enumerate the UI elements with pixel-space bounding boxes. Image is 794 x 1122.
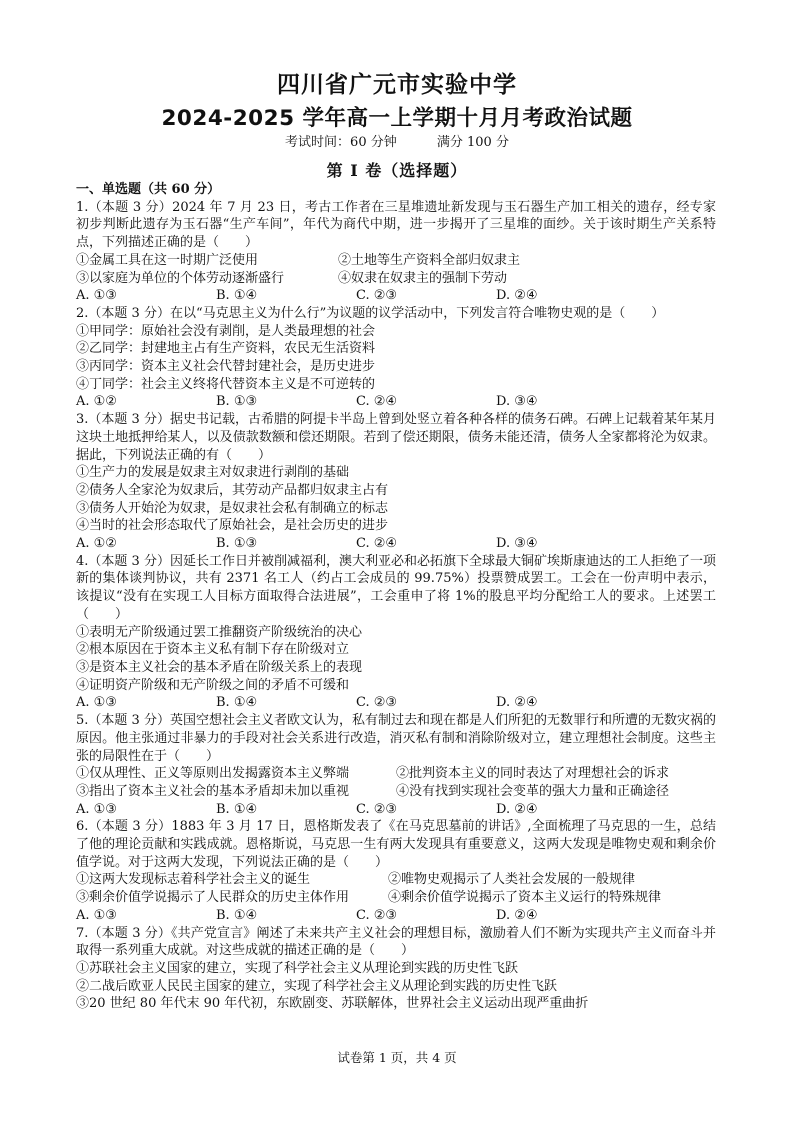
answer-choices — [76, 287, 716, 305]
option-item: ③剩余价值学说揭示了人民群众的历史主体作用 — [76, 890, 350, 906]
option-row — [76, 765, 716, 783]
question-3 — [76, 411, 716, 553]
answer-choice-c: C. ②③ — [356, 695, 398, 711]
exam-score: 满分 100 分 — [436, 135, 509, 150]
option-item: ③20 世纪 80 年代末 90 年代初，东欧剧变、苏联解体，世界社会主义运动出现严重曲折 — [76, 996, 589, 1012]
answer-choice-b: B. ①④ — [216, 801, 258, 817]
answer-choice-b: B. ①④ — [216, 695, 258, 711]
option-item: ④奴隶在奴隶主的强制下劳动 — [338, 270, 508, 286]
answer-choice-d: D. ②④ — [496, 695, 538, 711]
option-item: ①生产力的发展是奴隶主对奴隶进行剥削的基础 — [76, 465, 350, 481]
option-row — [76, 252, 716, 270]
exam-title: 2024-2025 学年高一上学期十月月考政治试题 — [161, 106, 633, 131]
answer-choice-b: B. ①③ — [216, 536, 258, 552]
option-item: ④证明资产阶级和无产阶级之间的矛盾不可缓和 — [76, 677, 350, 693]
option-item: ②乙同学：封建地主占有生产资料，农民无生活资料 — [76, 341, 376, 357]
answer-choice-a: A. ①② — [76, 536, 117, 552]
option-item: ①仅从理性、正义等原则出发揭露资本主义弊端 — [76, 766, 350, 782]
answer-choices — [76, 535, 716, 553]
option-item: ③以家庭为单位的个体劳动逐渐盛行 — [76, 270, 285, 286]
option-item: ②二战后欧亚人民民主国家的建立，实现了科学社会主义从理论到实践的历史性飞跃 — [76, 978, 558, 994]
option-item: ①甲同学：原始社会没有剥削，是人类最理想的社会 — [76, 323, 376, 339]
answer-choice-b: B. ①④ — [216, 907, 258, 923]
option-item: ④丁同学：社会主义终将代替资本主义是不可逆转的 — [76, 376, 376, 392]
question-stem: 2.（本题 3 分）在以“马克思主义为什么行”为议题的议学活动中，下列发言符合唯物史观的是（ ） — [76, 305, 665, 321]
option-row — [76, 889, 716, 907]
answer-choice-a: A. ①③ — [76, 695, 117, 711]
question-stem: 1.（本题 3 分）2024 年 7 月 23 日，考古工作者在三星堆遗址新发现与玉石器生产加工相关的遗存，经专家初步判断此遗存为玉石器“生产车间”，年代为商代中期，进一步揭开了三星堆的面纱。关于该时期生产关系特点，下列描述正确的是（ ） — [76, 199, 716, 251]
question-5 — [76, 712, 716, 818]
question-area — [76, 181, 716, 1013]
answer-choices — [76, 801, 716, 819]
option-item: ②批判资本主义的同时表达了对理想社会的诉求 — [396, 766, 670, 782]
option-item: ③是资本主义社会的基本矛盾在阶级关系上的表现 — [76, 659, 363, 675]
answer-choice-a: A. ①② — [76, 394, 117, 410]
answer-choices — [76, 907, 716, 925]
option-item: ②根本原因在于资本主义私有制下存在阶级对立 — [76, 642, 350, 658]
option-item: ④没有找到实现社会变革的强大力量和正确途径 — [396, 783, 670, 799]
option-item: ①金属工具在这一时期广泛使用 — [76, 252, 259, 268]
answer-choice-a: A. ①③ — [76, 801, 117, 817]
option-row — [76, 871, 716, 889]
question-stem: 4.（本题 3 分）因延长工作日并被削减福利，澳大利亚必和必拓旗下全球最大铜矿埃斯康迪达的工人拒绝了一项新的集体谈判协议，共有 2371 名工人（约占工会成员的 99.75%）投票赞成罢工。工会在一份声明中表示，该提议“没有在实现工人目标方面取得合法进展”，工会重申了将 1%的股息平均分配给工人的要求。上述罢工（ ） — [76, 553, 716, 622]
option-item: ①这两大发现标志着科学社会主义的诞生 — [76, 872, 311, 888]
question-1 — [76, 199, 716, 305]
answer-choices — [76, 694, 716, 712]
answer-choice-b: B. ①④ — [216, 288, 258, 304]
answer-choice-c: C. ②③ — [356, 801, 398, 817]
option-item: ②债务人全家沦为奴隶后，其劳动产品都归奴隶主占有 — [76, 482, 389, 498]
option-item: ③指出了资本主义社会的基本矛盾却未加以重视 — [76, 783, 350, 799]
question-6 — [76, 818, 716, 924]
option-item: ②唯物史观揭示了人类社会发展的一般规律 — [388, 872, 636, 888]
answer-choice-d: D. ②④ — [496, 288, 538, 304]
answer-choice-d: D. ③④ — [496, 394, 538, 410]
answer-choice-c: C. ②④ — [356, 536, 398, 552]
question-2 — [76, 305, 716, 411]
option-item: ①表明无产阶级通过罢工推翻资产阶级统治的决心 — [76, 624, 363, 640]
answer-choice-b: B. ①③ — [216, 394, 258, 410]
answer-choice-a: A. ①③ — [76, 288, 117, 304]
part-heading: 第 I 卷（选择题） — [326, 161, 468, 180]
answer-choice-d: D. ③④ — [496, 536, 538, 552]
question-stem: 6.（本题 3 分）1883 年 3 月 17 日，恩格斯发表了《在马克思墓前的讲话》,全面梳理了马克思的一生，总结了他的理论贡献和实践成就。恩格斯说，马克思一生有两大发现具有重要意义，这两大发现是唯物史观和剩余价值学说。对于这两大发现，下列说法正确的是（ ） — [76, 819, 716, 870]
school-name: 四川省广元市实验中学 — [277, 72, 517, 98]
option-item: ③丙同学：资本主义社会代替封建社会，是历史进步 — [76, 359, 376, 375]
answer-choice-c: C. ②④ — [356, 394, 398, 410]
answer-choice-d: D. ②④ — [496, 801, 538, 817]
option-item: ④剩余价值学说揭示了资本主义运行的特殊规律 — [388, 890, 662, 906]
answer-choices — [76, 393, 716, 411]
option-item: ④当时的社会形态取代了原始社会，是社会历史的进步 — [76, 518, 389, 534]
option-item: ①苏联社会主义国家的建立，实现了科学社会主义从理论到实践的历史性飞跃 — [76, 960, 519, 976]
exam-time: 考试时间：60 分钟 — [285, 135, 397, 150]
question-7 — [76, 925, 716, 1014]
option-row — [76, 783, 716, 801]
question-stem: 5.（本题 3 分）英国空想社会主义者欧文认为，私有制过去和现在都是人们所犯的无数罪行和所遭的无数灾祸的原因。他主张通过非暴力的手段对社会关系进行改造，消灭私有制和消除阶级对立，建立理想社会制度。这些主张的局限性在于（ ） — [76, 713, 716, 764]
answer-choice-a: A. ①③ — [76, 907, 117, 923]
question-stem: 3.（本题 3 分）据史书记载，古希腊的阿提卡半岛上曾到处竖立着各种各样的债务石碑。石碑上记载着某年某月这块土地抵押给某人，以及债款数额和偿还期限。若到了偿还期限，债务未能还清，债务人全家都将沦为奴隶。据此，下列说法正确的有（ ） — [76, 412, 716, 463]
option-row — [76, 270, 716, 288]
answer-choice-c: C. ②③ — [356, 288, 398, 304]
page-footer: 试卷第 1 页，共 4 页 — [337, 1050, 457, 1065]
option-item: ②土地等生产资料全部归奴隶主 — [338, 252, 521, 268]
question-4 — [76, 553, 716, 712]
option-item: ③债务人开始沦为奴隶，是奴隶社会私有制确立的标志 — [76, 500, 389, 516]
section-heading: 一、单选题（共 60 分） — [76, 182, 221, 197]
answer-choice-c: C. ②③ — [356, 907, 398, 923]
exam-meta — [0, 131, 794, 150]
answer-choice-d: D. ②④ — [496, 907, 538, 923]
question-stem: 7.（本题 3 分）《共产党宣言》阐述了未来共产主义社会的理想目标，激励着人们不断为实现共产主义而奋斗并取得一系列重大成就。对这些成就的描述正确的是（ ） — [76, 925, 716, 959]
